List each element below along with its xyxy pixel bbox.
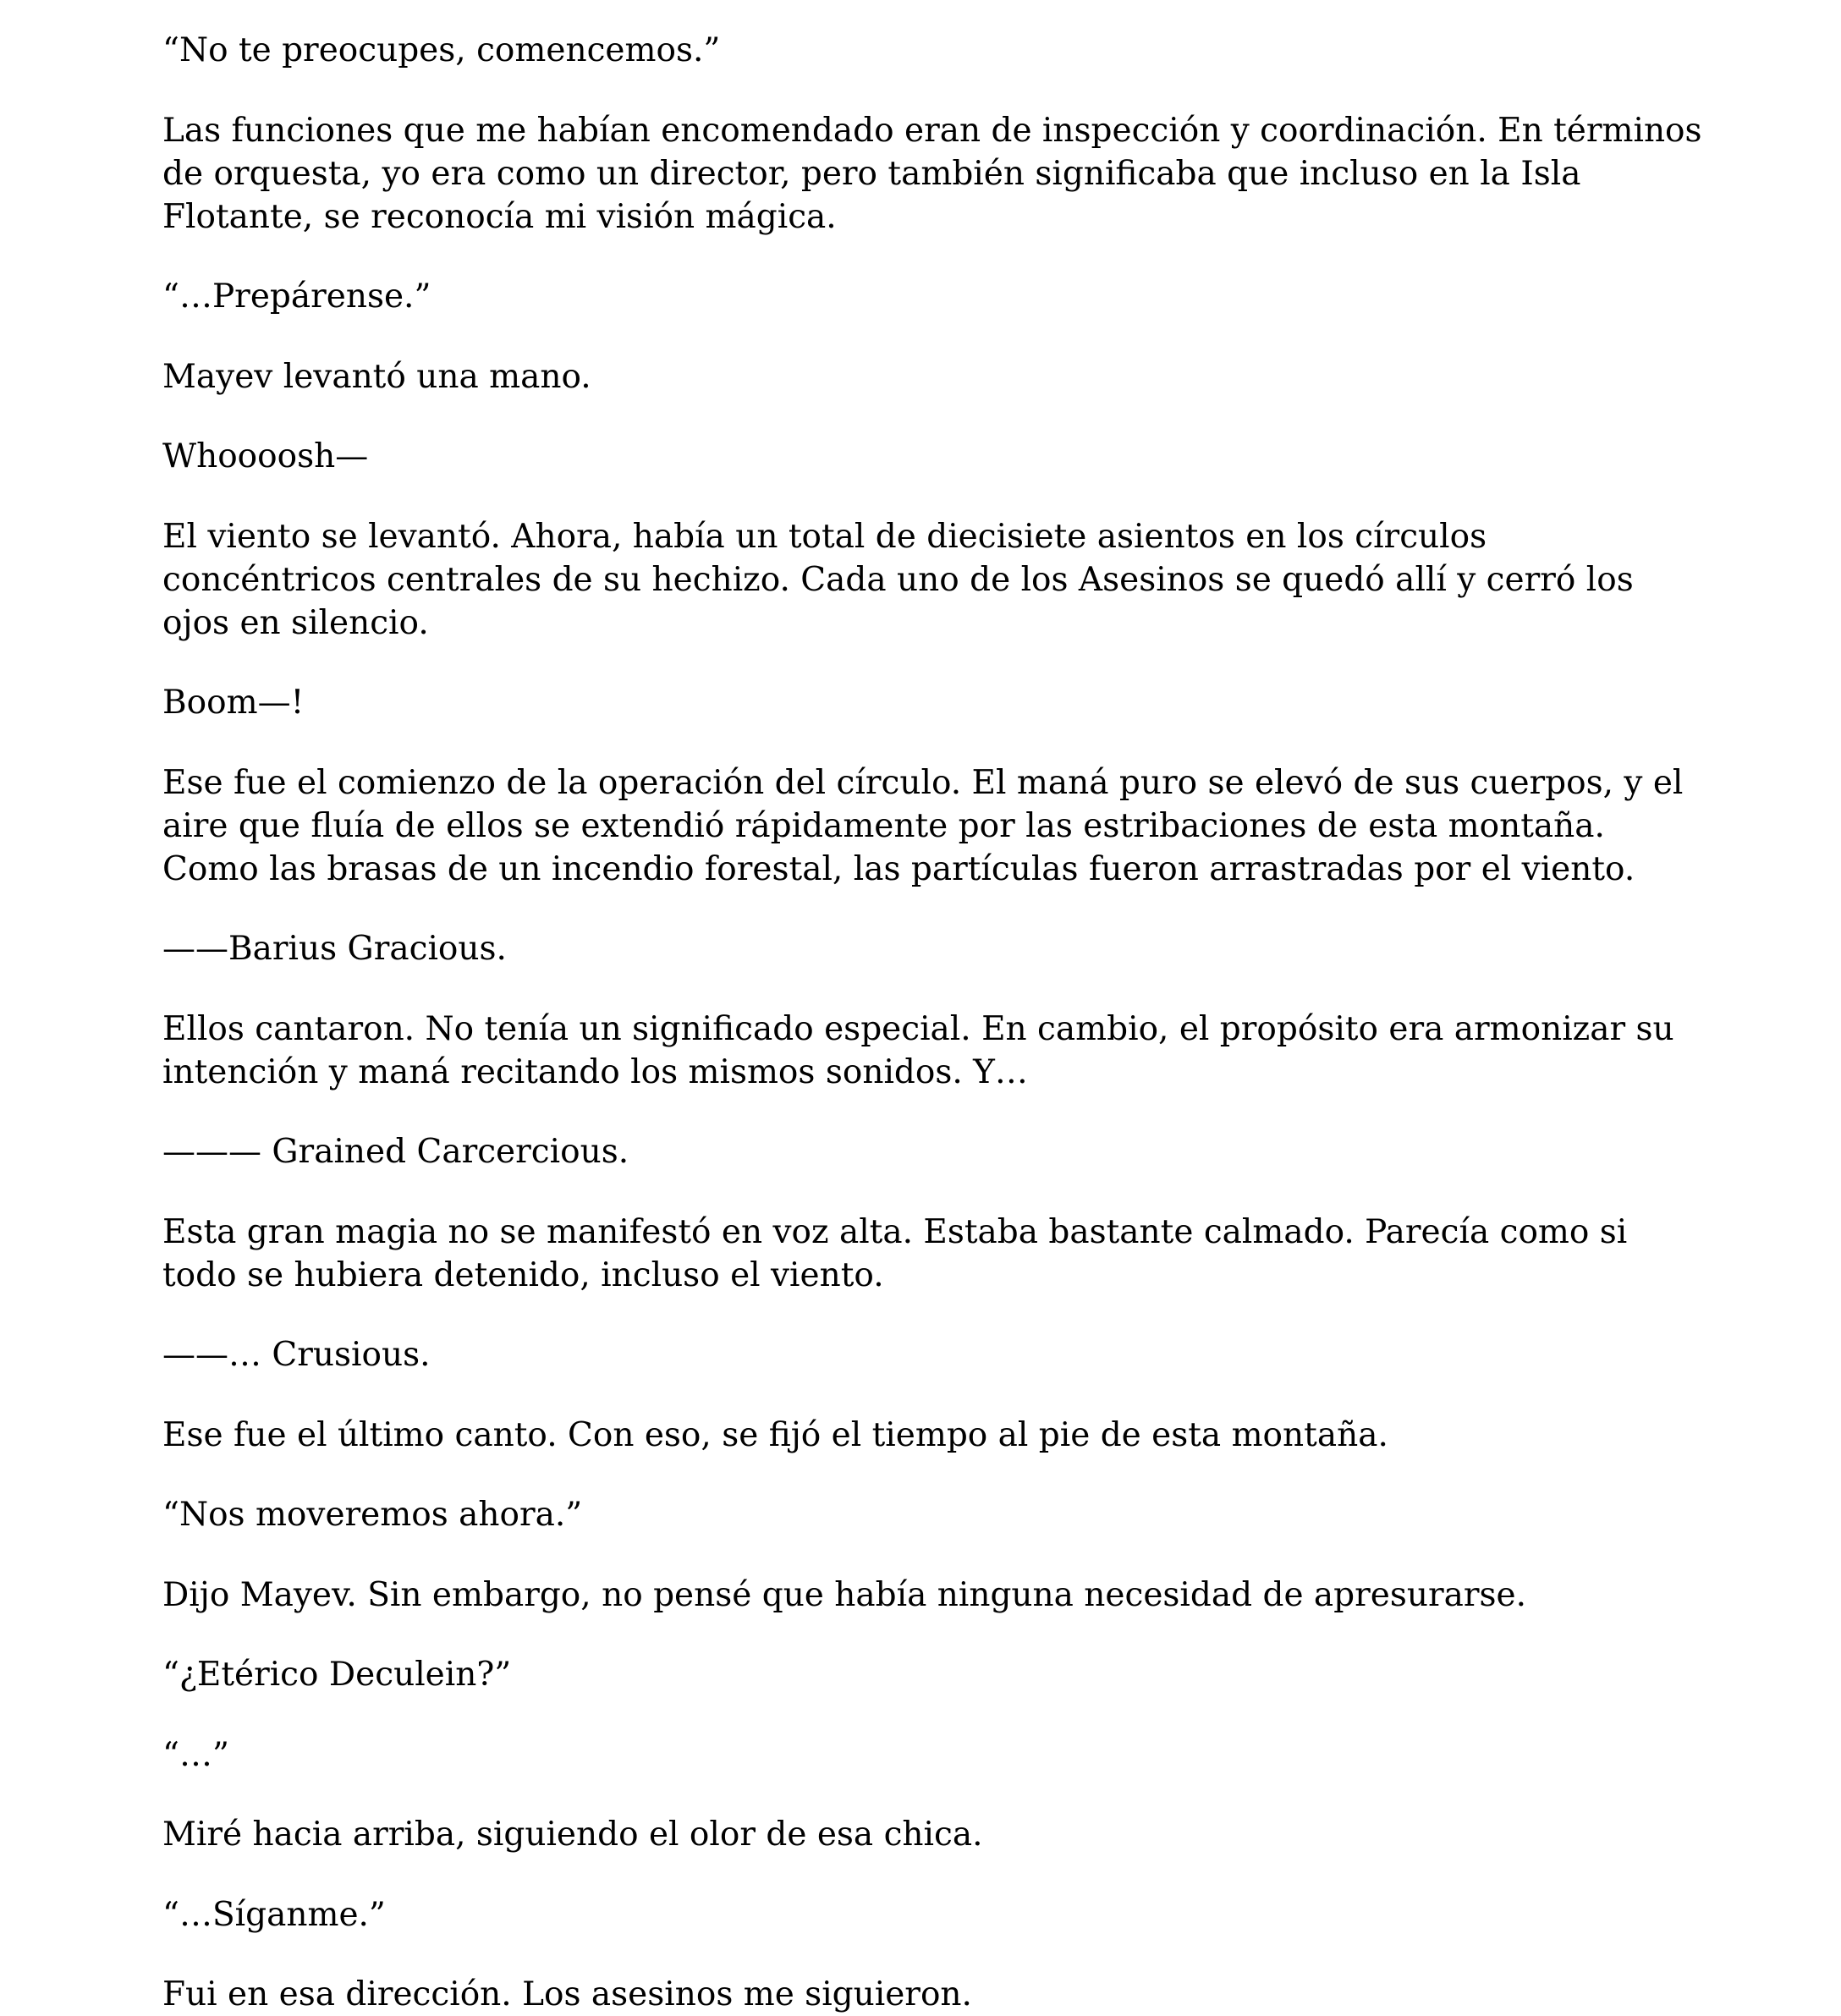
paragraph: ——— Grained Carcercious. bbox=[162, 1133, 629, 1171]
paragraph: “No te preocupes, comencemos.” bbox=[162, 31, 721, 69]
paragraph: El viento se levantó. Ahora, había un total de diecisiete asientos en los círculos concéntricos centrales de su hechizo. Cada uno de los Asesinos se quedó allí y cerró los ojos en silencio. bbox=[162, 517, 1634, 642]
paragraph: “…Síganme.” bbox=[162, 1895, 386, 1934]
paragraph: “…” bbox=[162, 1735, 229, 1774]
paragraph: Boom—! bbox=[162, 684, 305, 722]
paragraph: “¿Etérico Deculein?” bbox=[162, 1656, 512, 1694]
paragraph: Mayev levantó una mano. bbox=[162, 357, 591, 396]
paragraph: Fui en esa dirección. Los asesinos me siguieron. bbox=[162, 1975, 972, 2013]
document-page bbox=[162, 29, 1711, 2016]
paragraph: Ese fue el comienzo de la operación del círculo. El maná puro se elevó de sus cuerpos, y el aire que fluía de ellos se extendió rápidamente por las estribaciones de esta montaña. Como las brasas de un incendio forestal, las partículas fueron arrastradas por el viento. bbox=[162, 763, 1684, 888]
paragraph: ——… Crusious. bbox=[162, 1336, 431, 1374]
paragraph: Ese fue el último canto. Con eso, se fijó el tiempo al pie de esta montaña. bbox=[162, 1415, 1388, 1454]
paragraph: Dijo Mayev. Sin embargo, no pensé que había ninguna necesidad de apresurarse. bbox=[162, 1575, 1527, 1614]
paragraph: Whoooosh— bbox=[162, 437, 369, 475]
paragraph: Las funciones que me habían encomendado eran de inspección y coordinación. En términos de orquesta, yo era como un director, pero también significaba que incluso en la Isla Flotante, se reconocía mi visión mágica. bbox=[162, 111, 1702, 236]
paragraph: “Nos moveremos ahora.” bbox=[162, 1496, 583, 1534]
paragraph: “…Prepárense.” bbox=[162, 277, 431, 316]
paragraph: Esta gran magia no se manifestó en voz alta. Estaba bastante calmado. Parecía como si todo se hubiera detenido, incluso el viento. bbox=[162, 1212, 1628, 1294]
paragraph: Miré hacia arriba, siguiendo el olor de esa chica. bbox=[162, 1815, 983, 1854]
paragraph: ——Barius Gracious. bbox=[162, 930, 507, 968]
paragraph: Ellos cantaron. No tenía un significado especial. En cambio, el propósito era armonizar su intención y maná recitando los mismos sonidos. Y… bbox=[162, 1009, 1674, 1091]
